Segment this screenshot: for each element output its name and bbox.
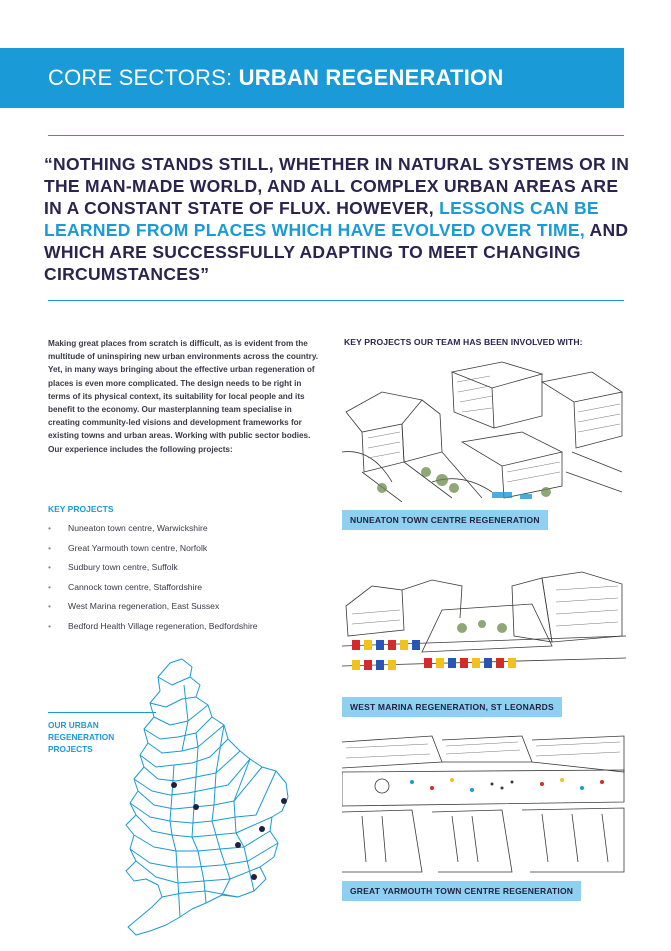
england-map-image <box>100 655 300 940</box>
intro-paragraph: Making great places from scratch is difficult, as is evident from the multitude of uninspiring new urban environments across the country. Yet, in many ways bringing about the effective urban regeneration of places is even more complicated. The design needs to be right in terms of its physical context, its suitability for local people and its benefit to the economy. Our masterplanning team specialise in creating community-led visions and development frameworks for existing towns and urban areas. Working with public sector bodies. Our experience includes the following projects: <box>48 339 319 454</box>
map-label: OUR URBAN REGENERATION PROJECTS <box>48 720 115 754</box>
quote-part-1: “NOTHING STANDS STILL, WHETHER IN NATURAL SYSTEMS OR IN THE MAN-MADE WORLD, AND ALL COMPLEX URBAN AREAS ARE IN A CONSTANT STATE OF FLUX. HOWEVER, <box>44 154 630 218</box>
page-title <box>48 65 503 91</box>
divider-bottom <box>48 300 624 301</box>
west-marina-sketch-image <box>342 566 626 690</box>
list-item: • Great Yarmouth town centre, Norfolk <box>48 542 258 562</box>
quote-highlight: LESSONS CAN BE LEARNED FROM PLACES WHICH HAVE EVOLVED OVER TIME, <box>44 198 599 240</box>
caption-west-marina: WEST MARINA REGENERATION, ST LEONARDS <box>342 697 562 717</box>
right-column-heading: KEY PROJECTS OUR TEAM HAS BEEN INVOLVED WITH: <box>344 337 583 347</box>
pull-quote <box>44 153 634 285</box>
list-item: • Nuneaton town centre, Warwickshire <box>48 522 258 542</box>
list-item: • Sudbury town centre, Suffolk <box>48 561 258 581</box>
divider-top <box>48 135 624 136</box>
title-main: URBAN REGENERATION <box>238 65 504 90</box>
bullet-icon: • <box>48 581 52 592</box>
caption-nuneaton: NUNEATON TOWN CENTRE REGENERATION <box>342 510 548 530</box>
bullet-icon: • <box>48 620 52 631</box>
bullet-icon: • <box>48 562 52 572</box>
bullet-icon: • <box>48 542 52 553</box>
nuneaton-sketch-image <box>342 352 626 502</box>
key-projects-heading: KEY PROJECTS <box>48 504 114 514</box>
bullet-icon: • <box>48 601 52 611</box>
caption-great-yarmouth: GREAT YARMOUTH TOWN CENTRE REGENERATION <box>342 881 581 901</box>
list-item: • Cannock town centre, Staffordshire <box>48 581 258 601</box>
list-item: • West Marina regeneration, East Sussex <box>48 600 258 620</box>
bullet-icon: • <box>48 523 52 533</box>
list-item: • Bedford Health Village regeneration, Bedfordshire <box>48 620 258 640</box>
key-projects-list <box>48 522 258 639</box>
header-banner <box>0 48 624 108</box>
great-yarmouth-sketch-image <box>342 732 626 874</box>
quote-part-2: AND WHICH ARE SUCCESSFULLY ADAPTING TO MEET CHANGING CIRCUMSTANCES” <box>44 220 629 284</box>
title-prefix: CORE SECTORS: <box>48 65 239 90</box>
